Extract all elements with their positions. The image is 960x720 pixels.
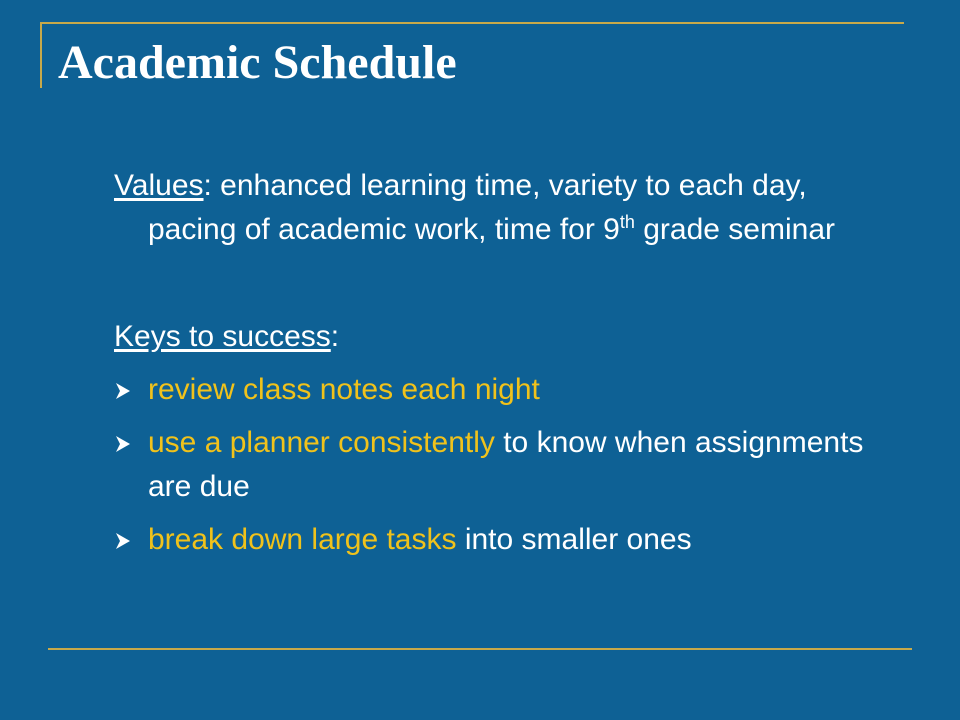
list-item [114, 421, 874, 509]
list-item-highlight: break down large tasks [148, 523, 457, 556]
paragraph-spacer [114, 252, 874, 315]
keys-list [114, 368, 874, 562]
list-item-text: to know when assignments are due [148, 426, 864, 503]
slide-body [114, 164, 874, 571]
top-left-rule [40, 22, 42, 88]
values-text: : enhanced learning time, variety to each day, pacing of academic work, time for 9 [148, 169, 807, 246]
list-item-text: into smaller ones [456, 523, 692, 556]
bottom-rule [48, 648, 912, 650]
list-item-highlight: review class notes each night [148, 373, 540, 406]
keys-label: Keys to success [114, 320, 331, 353]
top-rule [40, 22, 904, 24]
keys-colon: : [330, 320, 340, 353]
slide-title: Academic Schedule [58, 36, 457, 89]
arrowhead-bullet-icon [114, 435, 132, 453]
ordinal-suffix: th [619, 212, 635, 232]
list-item-highlight: use a planner consistently [148, 426, 495, 459]
arrowhead-bullet-icon [114, 382, 132, 400]
values-paragraph [114, 164, 874, 252]
values-text-end: grade seminar [634, 213, 835, 246]
values-label: Values [114, 169, 204, 202]
arrowhead-bullet-icon [114, 532, 132, 550]
list-item [114, 368, 874, 412]
list-item [114, 518, 874, 562]
keys-heading [114, 315, 874, 359]
